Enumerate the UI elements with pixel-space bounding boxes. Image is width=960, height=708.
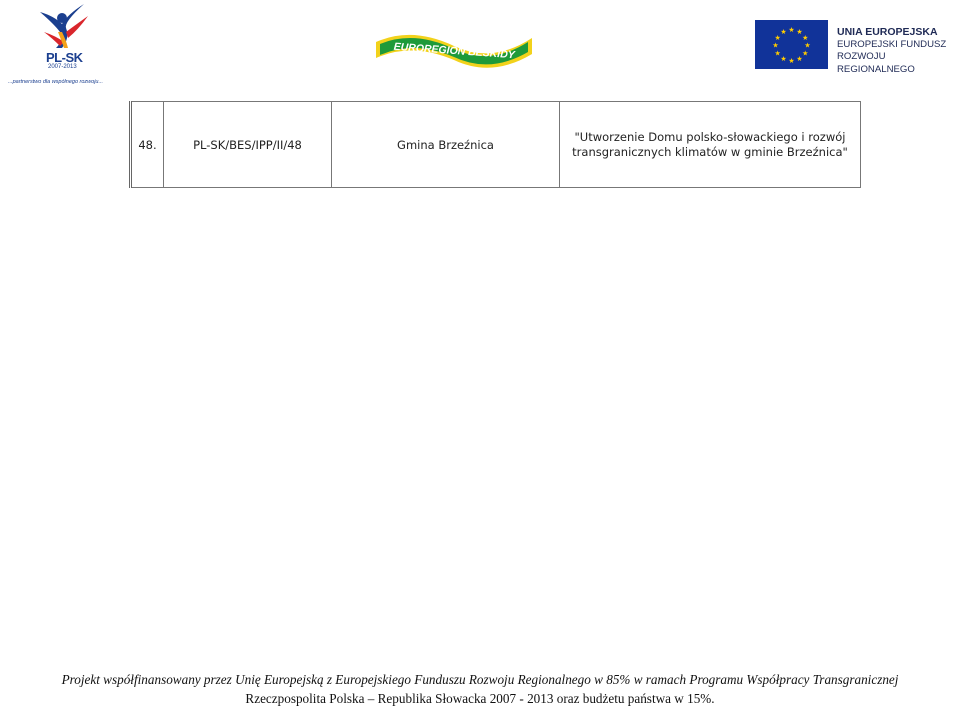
euroregion-beskidy-logo (372, 24, 536, 72)
svg-text:★: ★ (788, 26, 795, 34)
projects-table (129, 101, 861, 188)
eu-flag-icon (755, 20, 828, 69)
applicant-cell: Gmina Brzeźnica (332, 102, 560, 188)
project-title-cell (560, 102, 861, 188)
eu-logo-line1: UNIA EUROPEJSKA (837, 26, 938, 38)
eu-logo-line3: ROZWOJU REGIONALNEGO (837, 51, 915, 75)
pl-sk-logo-text: PL-SK (46, 50, 83, 65)
project-title-line1: "Utworzenie Domu polsko-słowackiego i rozwój (574, 129, 846, 144)
eu-logo-line2: EUROPEJSKI FUNDUSZ (837, 38, 947, 50)
svg-text:★: ★ (780, 28, 787, 36)
footer-line1-text: Projekt współfinansowany przez Unię Europejską z Europejskiego Funduszu Rozwoju Regionalnego w 85% w ramach Programu Współpracy Transgranicznej (61, 672, 899, 687)
pl-sk-figure-icon (4, 2, 124, 86)
euroregion-wave-icon (372, 24, 536, 72)
pl-sk-logo-slogan: ...partnerstwo dla wspólnego rozwoju... (8, 79, 104, 85)
project-title-line2: transgranicznych klimatów w gminie Brzeźnica" (572, 144, 848, 159)
funding-footer (0, 670, 960, 708)
eu-logo (755, 20, 960, 75)
svg-text:★: ★ (804, 41, 811, 50)
svg-text:★: ★ (780, 55, 787, 63)
svg-text:★: ★ (774, 33, 781, 42)
svg-text:★: ★ (796, 55, 803, 63)
pl-sk-logo-years: 2007-2013 (48, 64, 77, 70)
row-number-cell: 48. (131, 102, 164, 188)
project-code-cell: PL-SK/BES/IPP/II/48 (164, 102, 332, 188)
euroregion-logo-text: EUROREGION BESKIDY (393, 40, 516, 62)
footer-line2: Rzeczpospolita Polska – Republika Słowacka 2007 - 2013 oraz budżetu państwa w 15%. (245, 691, 715, 706)
svg-text:★: ★ (774, 49, 781, 58)
svg-text:★: ★ (772, 41, 779, 50)
svg-text:★: ★ (788, 57, 795, 65)
svg-text:★: ★ (796, 28, 803, 36)
pl-sk-logo (4, 2, 124, 86)
footer-line1 (0, 670, 960, 689)
svg-text:★: ★ (802, 49, 809, 58)
eu-logo-text (837, 26, 960, 76)
svg-text:★: ★ (802, 33, 809, 42)
table-row (131, 102, 861, 188)
